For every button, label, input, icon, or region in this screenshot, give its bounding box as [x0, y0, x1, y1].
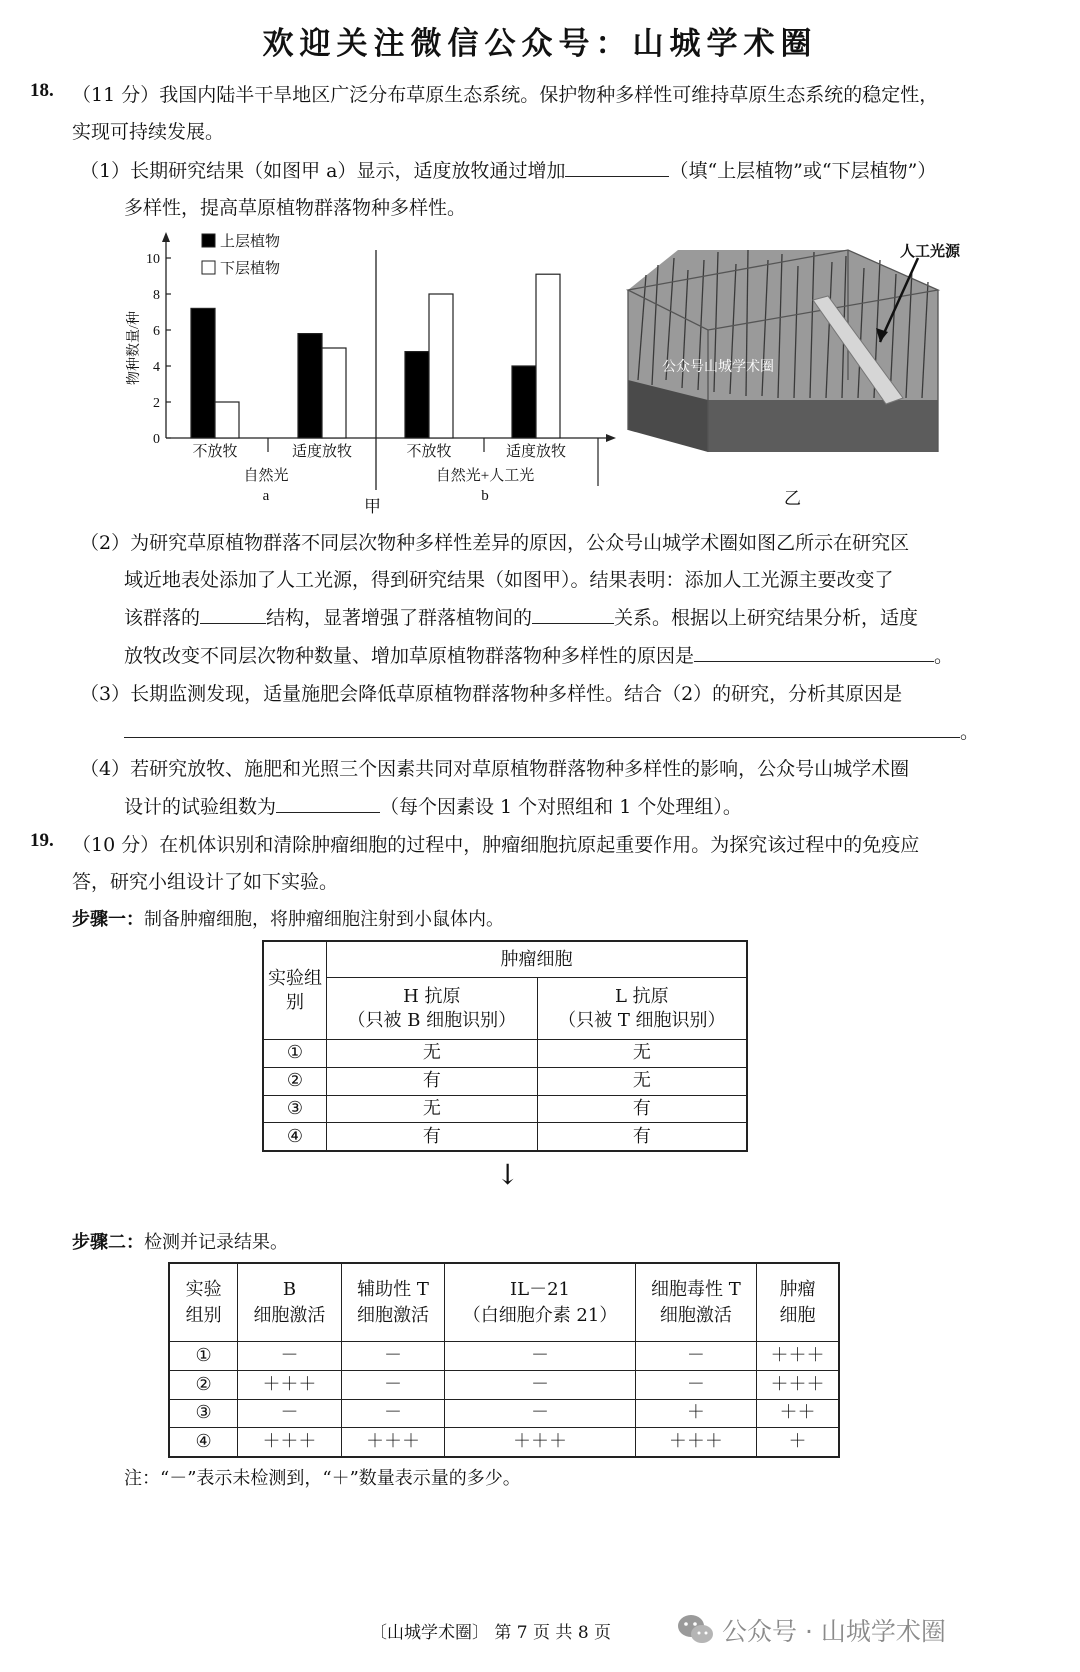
bar-upper: [405, 352, 429, 438]
x-tick-label: 不放牧: [406, 444, 452, 460]
y-tick-label: 0: [153, 432, 160, 447]
step-1: [72, 905, 504, 931]
artificial-light-label: 人工光源: [900, 242, 961, 260]
table-row: [263, 1067, 747, 1095]
answer-blank-4[interactable]: [694, 643, 934, 662]
table-cell: －: [445, 1370, 635, 1399]
bar-upper: [512, 366, 536, 438]
step-2-text: 检测并记录结果。: [144, 1232, 288, 1253]
answer-blank-6[interactable]: [276, 794, 380, 813]
bar-lower: [429, 294, 453, 438]
legend-swatch-upper: [202, 234, 215, 247]
y-tick-label: 4: [153, 360, 160, 375]
y-tick-label: 10: [146, 252, 160, 267]
question-19-number: 19.: [30, 830, 54, 851]
q18-intro-line-2: 实现可持续发展。: [72, 121, 225, 143]
table-row: [169, 1399, 839, 1428]
table-cell: ＋＋＋: [757, 1342, 839, 1371]
q18-part4-text-b: （每个因素设 1 个对照组和 1 个处理组）。: [380, 796, 742, 818]
table-cell: ①: [263, 1040, 327, 1068]
q18-part1-text-b: （填“上层植物”或“下层植物”）: [669, 160, 937, 182]
bar-upper: [191, 308, 215, 438]
table-cell: 无: [537, 1067, 747, 1095]
figure-jia-bar-chart: [120, 228, 620, 518]
table-cell: 有: [537, 1123, 747, 1151]
q18-part2-text-b: 结构，显著增强了群落植物间的: [266, 607, 533, 629]
table-cell: ＋＋＋: [238, 1370, 342, 1399]
x-tick-label: 不放牧: [192, 444, 238, 460]
table-header-cell: B 细胞激活: [238, 1263, 342, 1342]
q18-part2-line-2: 域近地表处添加了人工光源，得到研究结果（如图甲）。结果表明：添加人工光源主要改变了: [124, 569, 894, 591]
table-cell: ＋＋＋: [445, 1428, 635, 1457]
bar-lower: [322, 348, 346, 438]
bar-upper: [298, 334, 322, 438]
q18-part1-line-2: 多样性，提高草原植物群落物种多样性。: [124, 197, 467, 219]
q18-part3-line-1: （3）长期监测发现，适量施肥会降低草原植物群落物种多样性。结合（2）的研究，分析其原因是: [80, 683, 903, 705]
q18-part2-text-d: 放牧改变不同层次物种数量、增加草原植物群落物种多样性的原因是: [124, 645, 695, 667]
q18-part3-line-2: [124, 717, 979, 744]
table-cell: ＋＋＋: [635, 1428, 756, 1457]
table-cell: ①: [169, 1342, 238, 1371]
table-cell: 有: [537, 1095, 747, 1123]
table-note: 注：“－”表示未检测到，“＋”数量表示量的多少。: [124, 1468, 521, 1489]
x-tick-label: 适度放牧: [291, 444, 353, 460]
table-cell: －: [445, 1399, 635, 1428]
table1-l-antigen-header: L 抗原 （只被 T 细胞识别）: [537, 978, 747, 1040]
table-cell: ④: [169, 1428, 238, 1457]
table-cell: －: [238, 1399, 342, 1428]
q19-intro-line-2: 答，研究小组设计了如下实验。: [72, 871, 339, 893]
arrow-down-icon: ↓: [496, 1158, 520, 1191]
q18-part2-line-3: [124, 603, 918, 630]
q18-part3-end: 。: [960, 721, 980, 743]
group-label: 自然光: [243, 468, 289, 484]
table-row: [169, 1370, 839, 1399]
y-axis-arrow: [162, 232, 170, 242]
step-1-label: 步骤一：: [72, 909, 144, 930]
table-row: [263, 1040, 747, 1068]
table-row: [169, 1342, 839, 1371]
page-title: 欢迎关注微信公众号：山城学术圈: [262, 26, 818, 62]
table-cell: ＋: [635, 1399, 756, 1428]
table-header-row: [169, 1263, 839, 1342]
legend-label-upper: 上层植物: [220, 234, 281, 250]
table-cell: ②: [263, 1067, 327, 1095]
soil-base-front: [708, 400, 938, 452]
x-axis-arrow: [606, 434, 616, 442]
table-cell: 无: [327, 1095, 538, 1123]
q18-intro-line-1: （11 分）我国内陆半干旱地区广泛分布草原生态系统。保护物种多样性可维持草原生态系统的稳定性，: [72, 84, 939, 106]
answer-blank-3[interactable]: [532, 605, 614, 624]
table-row: [169, 1428, 839, 1457]
figure-label-yi: 乙: [784, 489, 801, 509]
page-footer: 〔山城学术圈〕 第 7 页 共 8 页: [370, 1623, 612, 1643]
table-cell: ＋＋＋: [341, 1428, 445, 1457]
q18-part2-text-c: 关系。根据以上研究结果分析，适度: [614, 607, 919, 629]
footer-watermark: 公众号 · 山城学术圈: [722, 1617, 946, 1646]
table-header-cell: 肿瘤 细胞: [757, 1263, 839, 1342]
q18-part1-text-a: （1）长期研究结果（如图甲 a）显示，适度放牧通过增加: [80, 160, 566, 182]
table-cell: ＋＋＋: [238, 1428, 342, 1457]
legend-swatch-lower: [202, 261, 215, 274]
q18-part2-line-4: [124, 641, 953, 668]
y-axis-label: 物种数量/种: [127, 311, 142, 385]
q18-part1-line-1: [80, 156, 936, 183]
table-header-cell: 辅助性 T 细胞激活: [341, 1263, 445, 1342]
answer-blank-5[interactable]: [124, 719, 960, 738]
table1-group-header: 实验组别: [263, 941, 327, 1040]
table1-h-antigen-header: H 抗原 （只被 B 细胞识别）: [327, 978, 538, 1040]
legend-label-lower: 下层植物: [220, 261, 281, 277]
table-row: [263, 1095, 747, 1123]
table-cell: －: [635, 1370, 756, 1399]
group-label: 自然光+人工光: [435, 468, 535, 484]
q18-part4-line-1: （4）若研究放牧、施肥和光照三个因素共同对草原植物群落物种多样性的影响，公众号山城学术圈: [80, 758, 910, 780]
table-cell: ＋＋＋: [757, 1370, 839, 1399]
step-2: [72, 1228, 288, 1254]
q19-intro-line-1: （10 分）在机体识别和清除肿瘤细胞的过程中，肿瘤细胞抗原起重要作用。为探究该过程中的免疫应: [72, 834, 920, 856]
table-cell: ④: [263, 1123, 327, 1151]
table-header-cell: IL－21 （白细胞介素 21）: [445, 1263, 635, 1342]
photo-watermark: 公众号山城学术圈: [662, 359, 774, 375]
wechat-icon: [676, 1612, 716, 1648]
y-tick-label: 2: [153, 396, 160, 411]
table-cell: －: [341, 1342, 445, 1371]
x-tick-label: 适度放牧: [505, 444, 567, 460]
question-18-number: 18.: [30, 80, 54, 101]
table-cell: －: [341, 1370, 445, 1399]
figure-label-jia: 甲: [364, 497, 381, 517]
figure-yi-photo: [618, 230, 948, 465]
answer-blank-2[interactable]: [200, 605, 266, 624]
table-header-cell: 实验 组别: [169, 1263, 238, 1342]
table-cell: ②: [169, 1370, 238, 1399]
table-cell: －: [635, 1342, 756, 1371]
q18-part4-text-a: 设计的试验组数为: [124, 796, 277, 818]
table-step-1: [262, 940, 748, 1152]
table-cell: －: [341, 1399, 445, 1428]
y-tick-label: 6: [153, 324, 160, 339]
y-tick-label: 8: [153, 288, 160, 303]
bar-lower: [215, 402, 239, 438]
step-2-label: 步骤二：: [72, 1232, 144, 1253]
table-header-cell: 细胞毒性 T 细胞激活: [635, 1263, 756, 1342]
table-cell: ＋＋: [757, 1399, 839, 1428]
table-cell: ③: [263, 1095, 327, 1123]
table-row: [263, 1123, 747, 1151]
step-1-text: 制备肿瘤细胞，将肿瘤细胞注射到小鼠体内。: [144, 909, 504, 930]
q18-part4-line-2: [124, 792, 742, 819]
table-cell: 有: [327, 1123, 538, 1151]
table-cell: 无: [537, 1040, 747, 1068]
table-cell: －: [238, 1342, 342, 1371]
answer-blank-1[interactable]: [565, 158, 669, 177]
bar-lower: [536, 274, 560, 438]
table-cell: ＋: [757, 1428, 839, 1457]
table-cell: －: [445, 1342, 635, 1371]
table-cell: ③: [169, 1399, 238, 1428]
group-letter: a: [262, 488, 270, 504]
group-letter: b: [481, 488, 489, 504]
q18-part2-text-e: 。: [934, 645, 954, 667]
q18-part2-line-1: （2）为研究草原植物群落不同层次物种多样性差异的原因，公众号山城学术圈如图乙所示在研究区: [80, 532, 910, 554]
q18-part2-text-a: 该群落的: [124, 607, 201, 629]
table1-tumor-header: 肿瘤细胞: [327, 941, 748, 978]
table-cell: 无: [327, 1040, 538, 1068]
table-cell: 有: [327, 1067, 538, 1095]
table-step-2: [168, 1262, 840, 1458]
